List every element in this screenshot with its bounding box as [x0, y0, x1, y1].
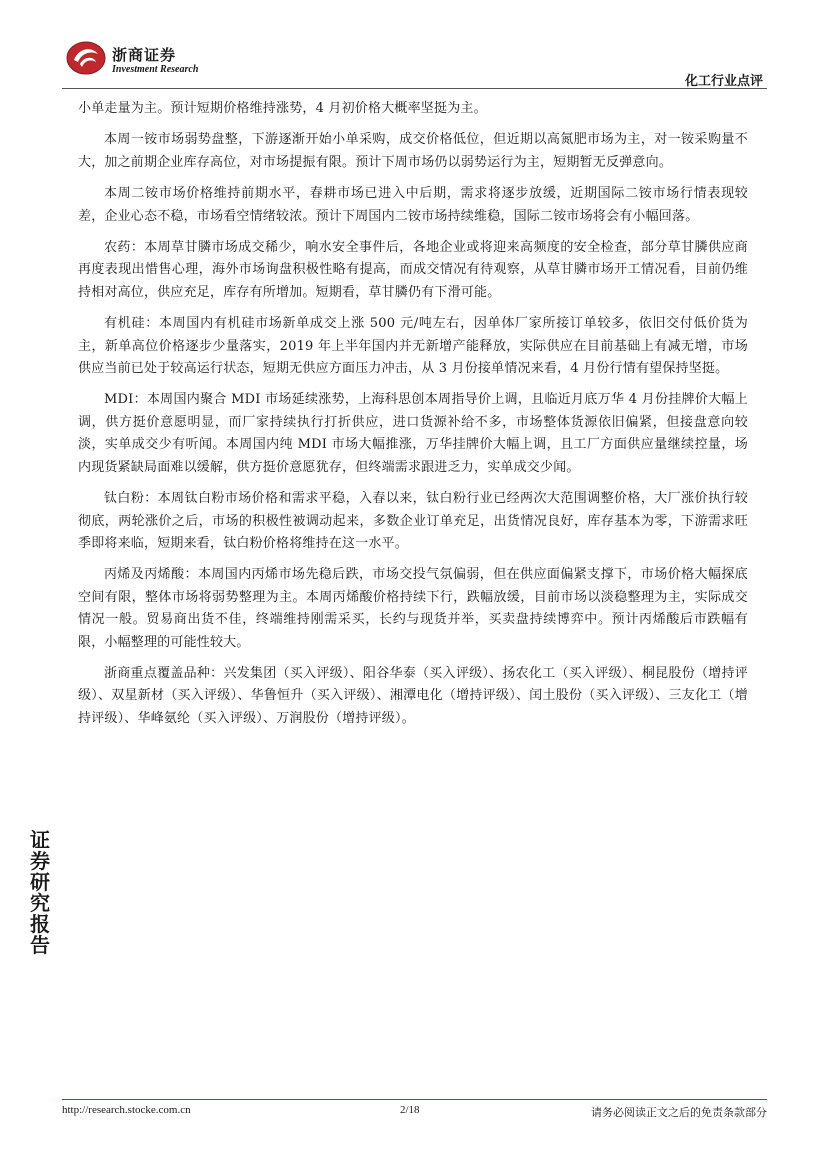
brand-subtitle: Investment Research: [112, 64, 199, 75]
paragraph-monoammonium: 本周一铵市场弱势盘整，下游逐渐开始小单采购，成交价格低位，但近期以高氮肥市场为主，对一铵采购量不大，加之前期企业库存高位，对市场提振有限。预计下周市场仍以弱势运行为主，短期暂无反弹意向。: [78, 132, 748, 170]
brand-name: 浙商证券: [112, 46, 177, 64]
side-label-char: 研: [30, 870, 50, 894]
paragraph-coverage: 浙商重点覆盖品种：兴发集团（买入评级）、阳谷华泰（买入评级）、扬农化工（买入评级）、桐昆股份（增持评级）、双星新材（买入评级）、华鲁恒升（买入评级）、湘潭电化（增持评级）、闰土股份（买入评级）、三友化工（增持评级）、华峰氨纶（买入评级）、万润股份（增持评级）。: [78, 665, 748, 726]
footer-disclaimer: 请务必阅读正文之后的免责条款部分: [591, 1106, 767, 1119]
header-divider: [62, 88, 767, 89]
footer-divider: [62, 1099, 767, 1100]
paragraph-mdi: MDI：本周国内聚合 MDI 市场延续涨势，上海科思创本周指导价上调，且临近月底万华 4 月份挂牌价大幅上调，供方挺价意愿明显，而厂家持续执行打折供应，进口货源补给不多，市场整体货源依旧偏紧，但接盘意向较淡，实单成交少有听闻。本周国内纯 MDI 市场大幅推涨，万华挂牌价大幅上调，且工厂方面供应量继续控量，场内现货紧缺局面难以缓解，供方挺价意愿犹存，但终端需求跟进乏力，实单成交少闻。: [78, 392, 748, 475]
side-label-char: 究: [30, 891, 50, 915]
side-label-char: 告: [30, 933, 50, 957]
side-label: [28, 830, 52, 956]
side-label-char: 券: [30, 849, 50, 873]
report-body: [78, 98, 748, 739]
footer-url-link[interactable]: http://research.stocke.com.cn: [62, 1104, 191, 1116]
report-type: 化工行业点评: [684, 74, 763, 89]
paragraph-diammonium: 本周二铵市场价格维持前期水平，春耕市场已进入中后期，需求将逐步放缓，近期国际二铵市场行情表现较差，企业心态不稳，市场看空情绪较浓。预计下周国内二铵市场持续维稳，国际二铵市场将会有小幅回落。: [78, 186, 748, 224]
page-number: 2/18: [400, 1104, 420, 1116]
paragraph-pesticide: 农药：本周草甘膦市场成交稀少，响水安全事件后，各地企业或将迎来高频度的安全检查，部分草甘膦供应商再度表现出惜售心理，海外市场询盘积极性略有提高，而成交情况有待观察，从草甘膦市场开工情况看，目前仍维持相对高位，供应充足，库存有所增加。短期看，草甘膦仍有下滑可能。: [78, 240, 748, 300]
paragraph-titanium-dioxide: 钛白粉：本周钛白粉市场价格和需求平稳，入春以来，钛白粉行业已经两次大范围调整价格，大厂涨价执行较彻底，两轮涨价之后，市场的积极性被调动起来，多数企业订单充足，出货情况良好，库存基本为零，下游需求旺季即将来临，短期来看，钛白粉价格将维持在这一水平。: [78, 491, 748, 551]
paragraph-silicone: 有机硅：本周国内有机硅市场新单成交上涨 500 元/吨左右，因单体厂家所接订单较多，依旧交付低价货为主，新单高位价格逐步少量落实，2019 年上半年国内并无新增产能释放，实际供应在目前基础上有减无增，市场供应当前已处于较高运行状态，短期无供应方面压力冲击，从 3 月份接单情况来看，4 月份行情有望保持坚挺。: [78, 316, 748, 377]
side-label-char: 证: [30, 828, 50, 852]
company-logo-icon: [66, 40, 106, 76]
paragraph-continuation: 小单走量为主。预计短期价格维持涨势，4 月初价格大概率坚挺为主。: [78, 101, 487, 116]
paragraph-propylene: 丙烯及丙烯酸：本周国内丙烯市场先稳后跌，市场交投气氛偏弱，但在供应面偏紧支撑下，市场价格大幅探底空间有限，整体市场将弱势整理为主。本周丙烯酸价格持续下行，跌幅放缓，目前市场以淡稳整理为主，实际成交情况一般。贸易商出货不佳，终端维持刚需采买，长约与现货并举，买卖盘持续博弈中。预计丙烯酸后市跌幅有限，小幅整理的可能性较大。: [78, 567, 748, 650]
side-label-char: 报: [30, 912, 50, 936]
